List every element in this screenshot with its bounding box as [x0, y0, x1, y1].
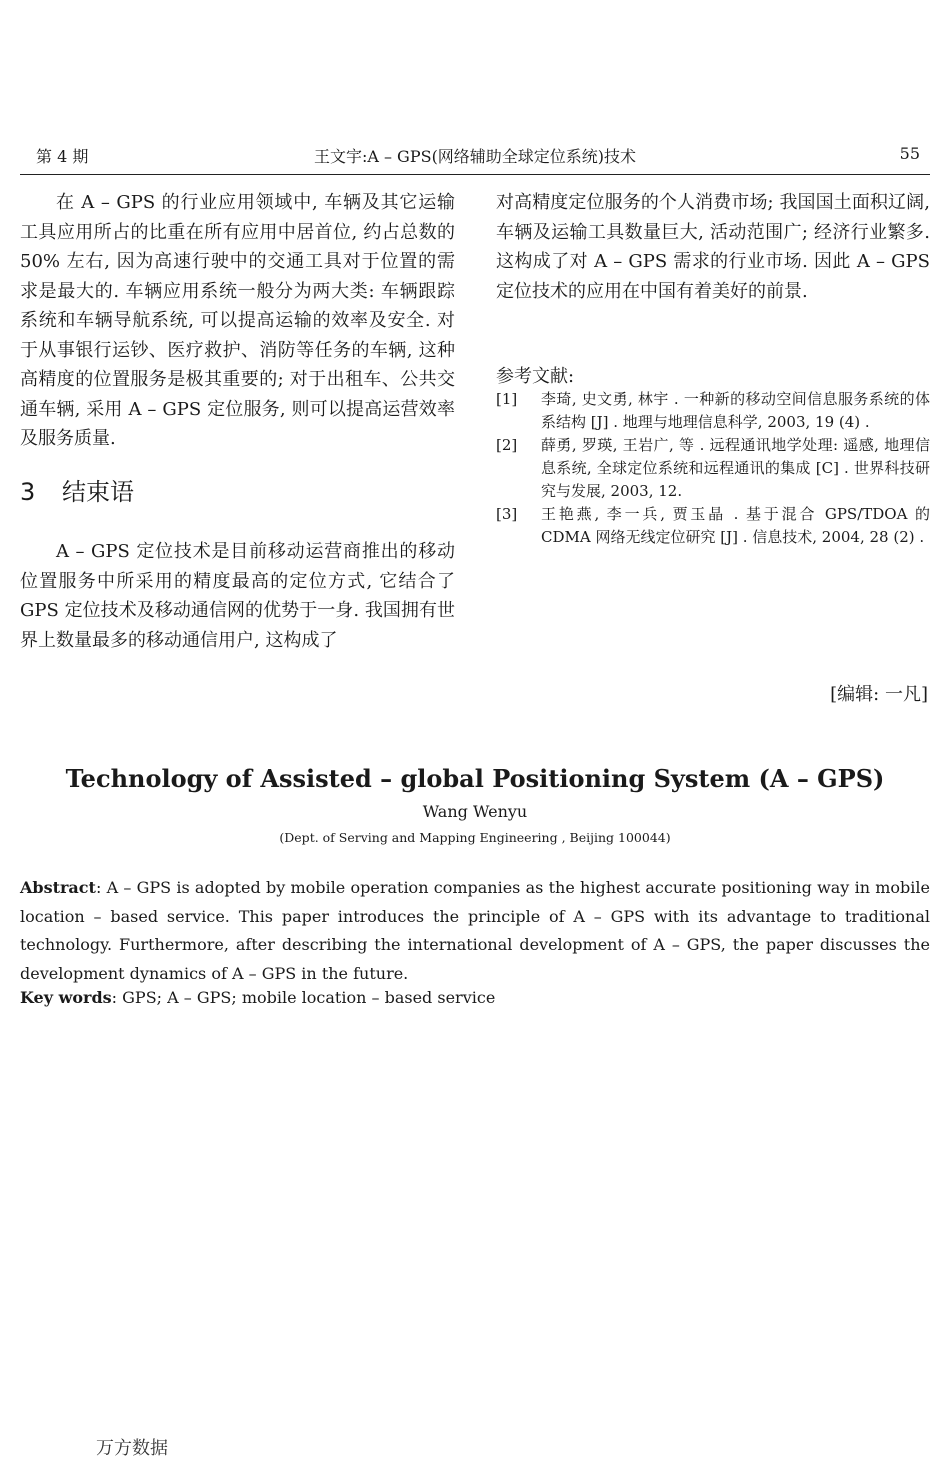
reference-text: 王艳燕, 李一兵, 贾玉晶 . 基于混合 GPS/TDOA 的 CDMA 网络无线定位研究 [J] . 信息技术, 2004, 28 (2) .: [541, 505, 930, 546]
body-paragraph: 在 A – GPS 的行业应用领域中, 车辆及其它运输工具应用所占的比重在所有应用中居首位, 约占总数的 50% 左右, 因为高速行驶中的交通工具对于位置的需求是最大的. 车辆应用系统一般分为两大类: 车辆跟踪系统和车辆导航系统, 可以提高运输的效率及安全. 对于从事银行运钞、医疗救护、消防等任务的车辆, 这种高精度的位置服务是极其重要的; 对于出租车、公共交通车辆, 采用 A – GPS 定位服务, 则可以提高运营效率及服务质量.: [20, 192, 455, 449]
section-title: 结束语: [62, 478, 134, 506]
reference-item: [496, 388, 930, 434]
issue-number: 第 4 期: [36, 147, 89, 166]
english-author: Wang Wenyu: [422, 802, 528, 821]
reference-number: [3]: [496, 505, 518, 523]
running-title: 王文宇:A – GPS(网络辅助全球定位系统)技术: [313, 147, 637, 166]
keywords-text: : GPS; A – GPS; mobile location – based service: [111, 988, 496, 1007]
reference-text: 薛勇, 罗瑛, 王岩广, 等 . 远程通讯地学处理: 遥感, 地理信息系统, 全球定位系统和远程通讯的集成 [C] . 世界科技研究与发展, 2003, 12.: [541, 436, 930, 500]
body-paragraph: 对高精度定位服务的个人消费市场; 我国国土面积辽阔, 车辆及运输工具数量巨大, 活动范围广; 经济行业繁多. 这构成了对 A – GPS 需求的行业市场. 因此 A – GPS 定位技术的应用在中国有着美好的前景.: [496, 192, 930, 302]
body-paragraph: A – GPS 定位技术是目前移动运营商推出的移动位置服务中所采用的精度最高的定位方式, 它结合了 GPS 定位技术及移动通信网的优势于一身. 我国拥有世界上数量最多的移动通信用户, 这构成了: [20, 541, 455, 651]
page-number: 55: [899, 144, 920, 163]
section-heading: [20, 472, 134, 507]
english-abstract: [20, 874, 930, 988]
english-keywords: [20, 988, 930, 1007]
reference-number: [1]: [496, 390, 518, 408]
left-column-paragraph-1: [20, 188, 455, 454]
english-affiliation: (Dept. of Serving and Mapping Engineering , Beijing 100044): [279, 830, 671, 845]
references-title: 参考文献:: [496, 366, 575, 387]
watermark: 万方数据: [96, 1438, 168, 1459]
right-column-paragraph: [496, 188, 930, 306]
reference-item: [496, 434, 930, 503]
left-column-paragraph-2: [20, 537, 455, 655]
abstract-text: : A – GPS is adopted by mobile operation companies as the highest accurate positioning way in mobile location – based service. This paper introduces the principle of A – GPS with its advantage to traditional technology. Furthermore, after describing the international development of A – GPS, the paper discusses the development dynamics of A – GPS in the future.: [20, 878, 930, 983]
reference-list: [496, 388, 930, 549]
reference-item: [496, 503, 930, 549]
keywords-label: Key words: [20, 988, 112, 1007]
editor-note: [编辑: 一凡]: [830, 684, 928, 705]
reference-number: [2]: [496, 436, 518, 454]
english-title: Technology of Assisted – global Positioning System (A – GPS): [65, 764, 885, 793]
section-number: 3: [20, 478, 36, 506]
page-header: [20, 140, 930, 175]
abstract-label: Abstract: [20, 878, 96, 897]
reference-text: 李琦, 史文勇, 林宇 . 一种新的移动空间信息服务系统的体系结构 [J] . 地理与地理信息科学, 2003, 19 (4) .: [541, 390, 930, 431]
